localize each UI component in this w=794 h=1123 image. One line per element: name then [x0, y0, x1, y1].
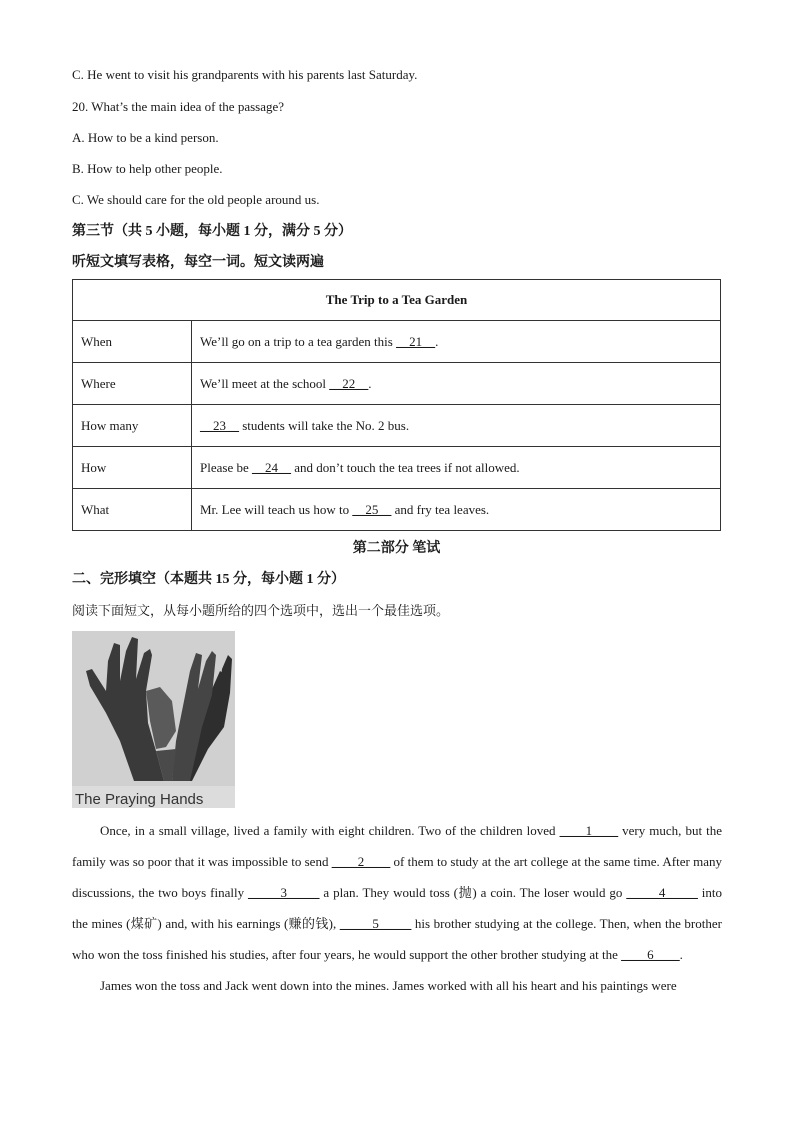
- cloze-blank-3[interactable]: _____3_____: [248, 885, 320, 900]
- row-label: How: [73, 447, 192, 489]
- answer-blank-25[interactable]: __25__: [352, 501, 392, 517]
- section3-heading: 第三节（共 5 小题，每小题 1 分，满分 5 分）: [72, 224, 352, 239]
- row-text: students will take the No. 2 bus.: [239, 417, 410, 433]
- praying-hands-illustration: [72, 631, 235, 808]
- option-b-20: B. How to help other people.: [72, 161, 223, 176]
- passage-paragraph-1: [72, 815, 722, 970]
- answer-blank-22[interactable]: __22__: [329, 375, 369, 391]
- row-text: Please be: [200, 459, 252, 475]
- option-c-20: C. We should care for the old people around us.: [72, 192, 320, 207]
- section3-instruction: 听短文填写表格，每空一词。短文读两遍: [72, 255, 324, 270]
- table-header-row: [73, 280, 721, 321]
- row-content: [192, 321, 721, 363]
- cloze-section-title: 二、完形填空（本题共 15 分，每小题 1 分）: [72, 572, 345, 587]
- trip-table: [72, 279, 721, 531]
- cloze-passage: [72, 815, 722, 1001]
- option-a-20: A. How to be a kind person.: [72, 130, 219, 145]
- part2-heading: 第二部分 笔试: [352, 541, 441, 556]
- passage-text: of them to study at the art college at the same time. After many discussions, the two boys finally: [72, 854, 722, 900]
- row-content: [192, 489, 721, 531]
- image-caption: The Praying Hands: [75, 791, 204, 808]
- row-label: How many: [73, 405, 192, 447]
- table-row: [73, 405, 721, 447]
- cloze-blank-6[interactable]: ____6____: [621, 947, 680, 962]
- row-text: .: [435, 333, 439, 349]
- row-text: We’ll go on a trip to a tea garden this: [200, 333, 397, 349]
- answer-blank-24[interactable]: __24__: [251, 459, 291, 475]
- option-c-19: C. He went to visit his grandparents with his parents last Saturday.: [72, 67, 418, 82]
- passage-text: his brother studying at the college. Then, when the brother who won the toss finished his studies, after four years, he would support the other brother studying at the: [72, 916, 722, 962]
- row-label: When: [73, 321, 192, 363]
- row-content: [192, 363, 721, 405]
- row-label: Where: [73, 363, 192, 405]
- row-text: and fry tea leaves.: [391, 501, 490, 517]
- table-row: [73, 447, 721, 489]
- row-text: Mr. Lee will teach us how to: [200, 501, 353, 517]
- row-content: [192, 447, 721, 489]
- cloze-blank-2[interactable]: ____2____: [331, 854, 391, 869]
- answer-blank-21[interactable]: __21__: [396, 333, 436, 349]
- cloze-instruction: 阅读下面短文，从每小题所给的四个选项中，选出一个最佳选项。: [72, 603, 450, 618]
- passage-text: very much, but the family was so poor that it was impossible to send: [72, 823, 722, 869]
- cloze-blank-1[interactable]: ____1____: [559, 823, 619, 838]
- passage-paragraph-2: James won the toss and Jack went down into the mines. James worked with all his heart and his paintings were: [100, 978, 677, 993]
- passage-text: into the mines (煤矿) and, with his earnings (赚的钱),: [72, 885, 722, 931]
- table-row: [73, 363, 721, 405]
- cloze-blank-4[interactable]: _____4_____: [626, 885, 698, 900]
- row-text: .: [368, 375, 372, 391]
- passage-text: a plan. They would toss (抛) a coin. The loser would go: [319, 885, 627, 900]
- table-row: [73, 489, 721, 531]
- table-title: The Trip to a Tea Garden: [73, 280, 721, 321]
- passage-text: Once, in a small village, lived a family with eight children. Two of the children loved: [100, 823, 560, 838]
- answer-blank-23[interactable]: __23__: [200, 417, 239, 433]
- row-content: [192, 405, 721, 447]
- row-text: We’ll meet at the school: [200, 375, 330, 391]
- passage-text: .: [679, 947, 683, 962]
- question-20: 20. What’s the main idea of the passage?: [72, 99, 285, 114]
- row-label: What: [73, 489, 192, 531]
- table-row: [73, 321, 721, 363]
- cloze-blank-5[interactable]: _____5_____: [339, 916, 412, 931]
- row-text: and don’t touch the tea trees if not allowed.: [290, 459, 520, 475]
- praying-hands-image: [72, 631, 235, 808]
